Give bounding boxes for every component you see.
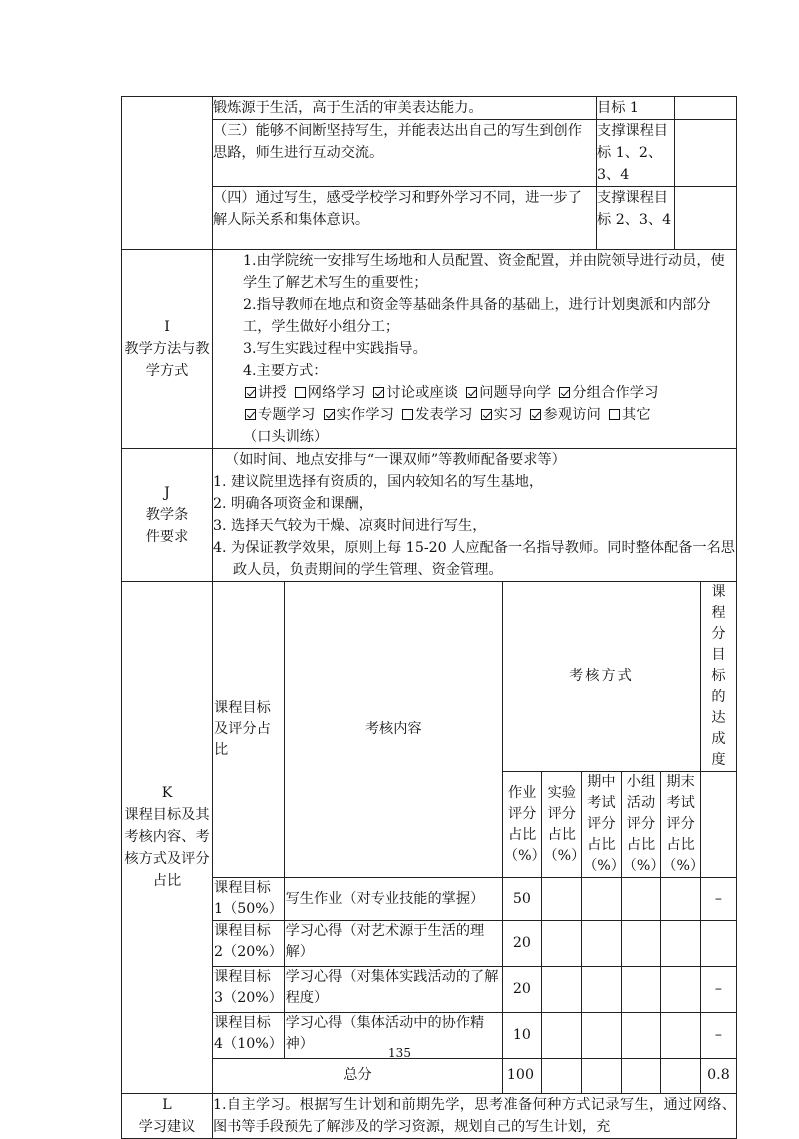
section-i-code: I xyxy=(164,319,170,335)
section-k-title: 课程目标及其考核内容、考核方式及评分占比 xyxy=(124,807,210,890)
condition-item-4: 4. 为保证教学效果，原则上每 15-20 人应配备一名指导教师。同时整体配备一名思政人员，负责期间的学生管理、资金管理。 xyxy=(213,540,735,578)
method-option-label: 网络学习 xyxy=(307,385,366,401)
syllabus-table xyxy=(121,96,737,1139)
method-item-2: 2.指导教师在地点和资金等基础条件具备的基础上，进行计划奥派和内部分工，学生做好小组分工； xyxy=(243,297,711,335)
total-value: 100 xyxy=(502,1059,542,1093)
row-content-3: 学习心得（对集体实践活动的了解程度） xyxy=(284,967,502,1013)
row-homework-3: 20 xyxy=(502,967,542,1013)
subheader-midterm: 期中考试评分占比（%） xyxy=(582,772,622,878)
section-j-code: J xyxy=(164,485,170,501)
checked-box-icon xyxy=(530,409,541,420)
header-method: 考核方式 xyxy=(502,582,700,772)
header-content: 考核内容 xyxy=(284,582,502,878)
unchecked-box-icon xyxy=(295,387,306,398)
prev-section-label-cell xyxy=(122,97,213,250)
method-option xyxy=(557,385,658,401)
goal-line-end: 锻炼源于生活，高于生活的审美表达能力。 xyxy=(213,97,597,120)
goal-4-tag: 支撑课程目标 2、3、4 xyxy=(597,187,675,250)
row-achieve-1: – xyxy=(700,878,736,921)
section-l-label xyxy=(122,1093,213,1138)
row-content-1: 写生作业（对专业技能的掌握） xyxy=(284,878,502,921)
checked-box-icon xyxy=(481,409,492,420)
row-achieve-3: – xyxy=(700,967,736,1013)
condition-item-3: 3. 选择天气较为干燥、凉爽时间进行写生， xyxy=(213,518,487,534)
method-option-label: 专题学习 xyxy=(258,407,316,423)
method-option-label: 讲授 xyxy=(258,385,287,401)
section-l-content: 1.自主学习。根据写生计划和前期先学，思考准备何种方式记录写生，通过网络、图书等手段预先了解涉及的学习资源，规划自己的写生计划，充 xyxy=(213,1093,737,1138)
goal-line-end-tag: 目标 1 xyxy=(597,97,675,120)
unchecked-box-icon xyxy=(609,409,620,420)
row-content-4: 学习心得（集体活动中的协作精神） xyxy=(284,1013,502,1059)
method-option xyxy=(400,407,473,423)
subheader-final: 期末考试评分占比（%） xyxy=(661,772,701,878)
checked-box-icon xyxy=(245,387,256,398)
method-option-label: 发表学习 xyxy=(415,407,473,423)
empty-cell xyxy=(675,187,737,250)
section-j-label xyxy=(122,449,213,582)
row-goal-3: 课程目标 3（20%） xyxy=(213,967,284,1013)
checked-box-icon xyxy=(324,409,335,420)
method-option xyxy=(243,385,287,401)
goal-3-text: （三）能够不间断坚持写生，并能表达出自己的写生到创作思路，师生进行互动交流。 xyxy=(213,120,597,187)
subheader-homework: 作业评分占比（%） xyxy=(502,772,542,878)
method-option-label: 问题导向学 xyxy=(479,385,552,401)
header-goal: 课程目标及评分占比 xyxy=(213,582,284,878)
methods-checkbox-row-1 xyxy=(217,382,736,404)
section-i-label xyxy=(122,250,213,449)
checked-box-icon xyxy=(373,387,384,398)
goal-3-tag: 支撑课程目标 1、2、3、4 xyxy=(597,120,675,187)
method-option xyxy=(607,407,651,423)
method-option-label: 分组合作学习 xyxy=(572,385,659,401)
section-i-content xyxy=(213,250,737,449)
checked-box-icon xyxy=(245,409,256,420)
method-option-label: 其它 xyxy=(622,407,651,423)
total-label: 总分 xyxy=(213,1059,502,1093)
row-goal-1: 课程目标 1（50%） xyxy=(213,878,284,921)
method-option xyxy=(528,407,601,423)
condition-item-2: 2. 明确各项资金和课酬， xyxy=(213,496,373,512)
method-option xyxy=(243,407,316,423)
conditions-intro: （如时间、地点安排与“一课双师”等教师配备要求等） xyxy=(225,452,566,468)
row-achieve-2 xyxy=(700,921,736,967)
row-achieve-4: – xyxy=(700,1013,736,1059)
goal-4-text: （四）通过写生，感受学校学习和野外学习不同，进一步了解人际关系和集体意识。 xyxy=(213,187,597,250)
section-k-code: K xyxy=(161,785,173,802)
row-goal-4: 课程目标 4（10%） xyxy=(213,1013,284,1059)
section-l-title: 学习建议 xyxy=(138,1118,196,1135)
assessment-table xyxy=(213,582,736,1093)
section-j-title: 教学条件要求 xyxy=(145,507,189,545)
empty-cell xyxy=(675,120,737,187)
condition-item-1: 1. 建议院里选择有资质的，国内较知名的写生基地， xyxy=(213,474,544,490)
method-option-label: 实作学习 xyxy=(336,407,395,423)
unchecked-box-icon xyxy=(402,409,413,420)
total-achieve: 0.8 xyxy=(700,1059,736,1093)
row-homework-2: 20 xyxy=(502,921,542,967)
section-i-title: 教学方法与教学方式 xyxy=(124,341,210,379)
page-number: 135 xyxy=(388,1046,411,1060)
section-k-content xyxy=(213,582,737,1094)
method-option xyxy=(322,407,395,423)
row-content-2: 学习心得（对艺术源于生活的理解） xyxy=(284,921,502,967)
checked-box-icon xyxy=(466,387,477,398)
row-goal-2: 课程目标 2（20%） xyxy=(213,921,284,967)
method-option xyxy=(371,385,458,401)
row-homework-1: 50 xyxy=(502,878,542,921)
method-option xyxy=(464,385,551,401)
subheader-group: 小组活动评分占比（%） xyxy=(621,772,661,878)
methods-note: （口头训练） xyxy=(243,429,329,445)
row-homework-4: 10 xyxy=(502,1013,542,1059)
method-item-4: 4.主要方式： xyxy=(243,363,328,379)
methods-checkbox-row-2 xyxy=(217,404,736,426)
method-option xyxy=(293,385,366,401)
empty-cell xyxy=(700,772,736,878)
method-item-1: 1.由学院统一安排写生场地和人员配置、资金配置，并由院领导进行动员，使学生了解艺术写生的重要性； xyxy=(243,253,725,291)
subheader-experiment: 实验评分占比（%） xyxy=(542,772,582,878)
empty-cell xyxy=(675,97,737,120)
section-l-code: L xyxy=(162,1096,172,1113)
method-option xyxy=(479,407,523,423)
method-item-3: 3.写生实践过程中实践指导。 xyxy=(243,341,427,357)
section-k-label xyxy=(122,582,213,1094)
method-option-label: 讨论或座谈 xyxy=(386,385,459,401)
method-option-label: 实习 xyxy=(493,407,523,423)
checked-box-icon xyxy=(559,387,570,398)
method-option-label: 参观访问 xyxy=(543,407,602,423)
section-j-content xyxy=(213,449,737,582)
header-achieve: 课程分目标的达成度 xyxy=(700,582,736,772)
